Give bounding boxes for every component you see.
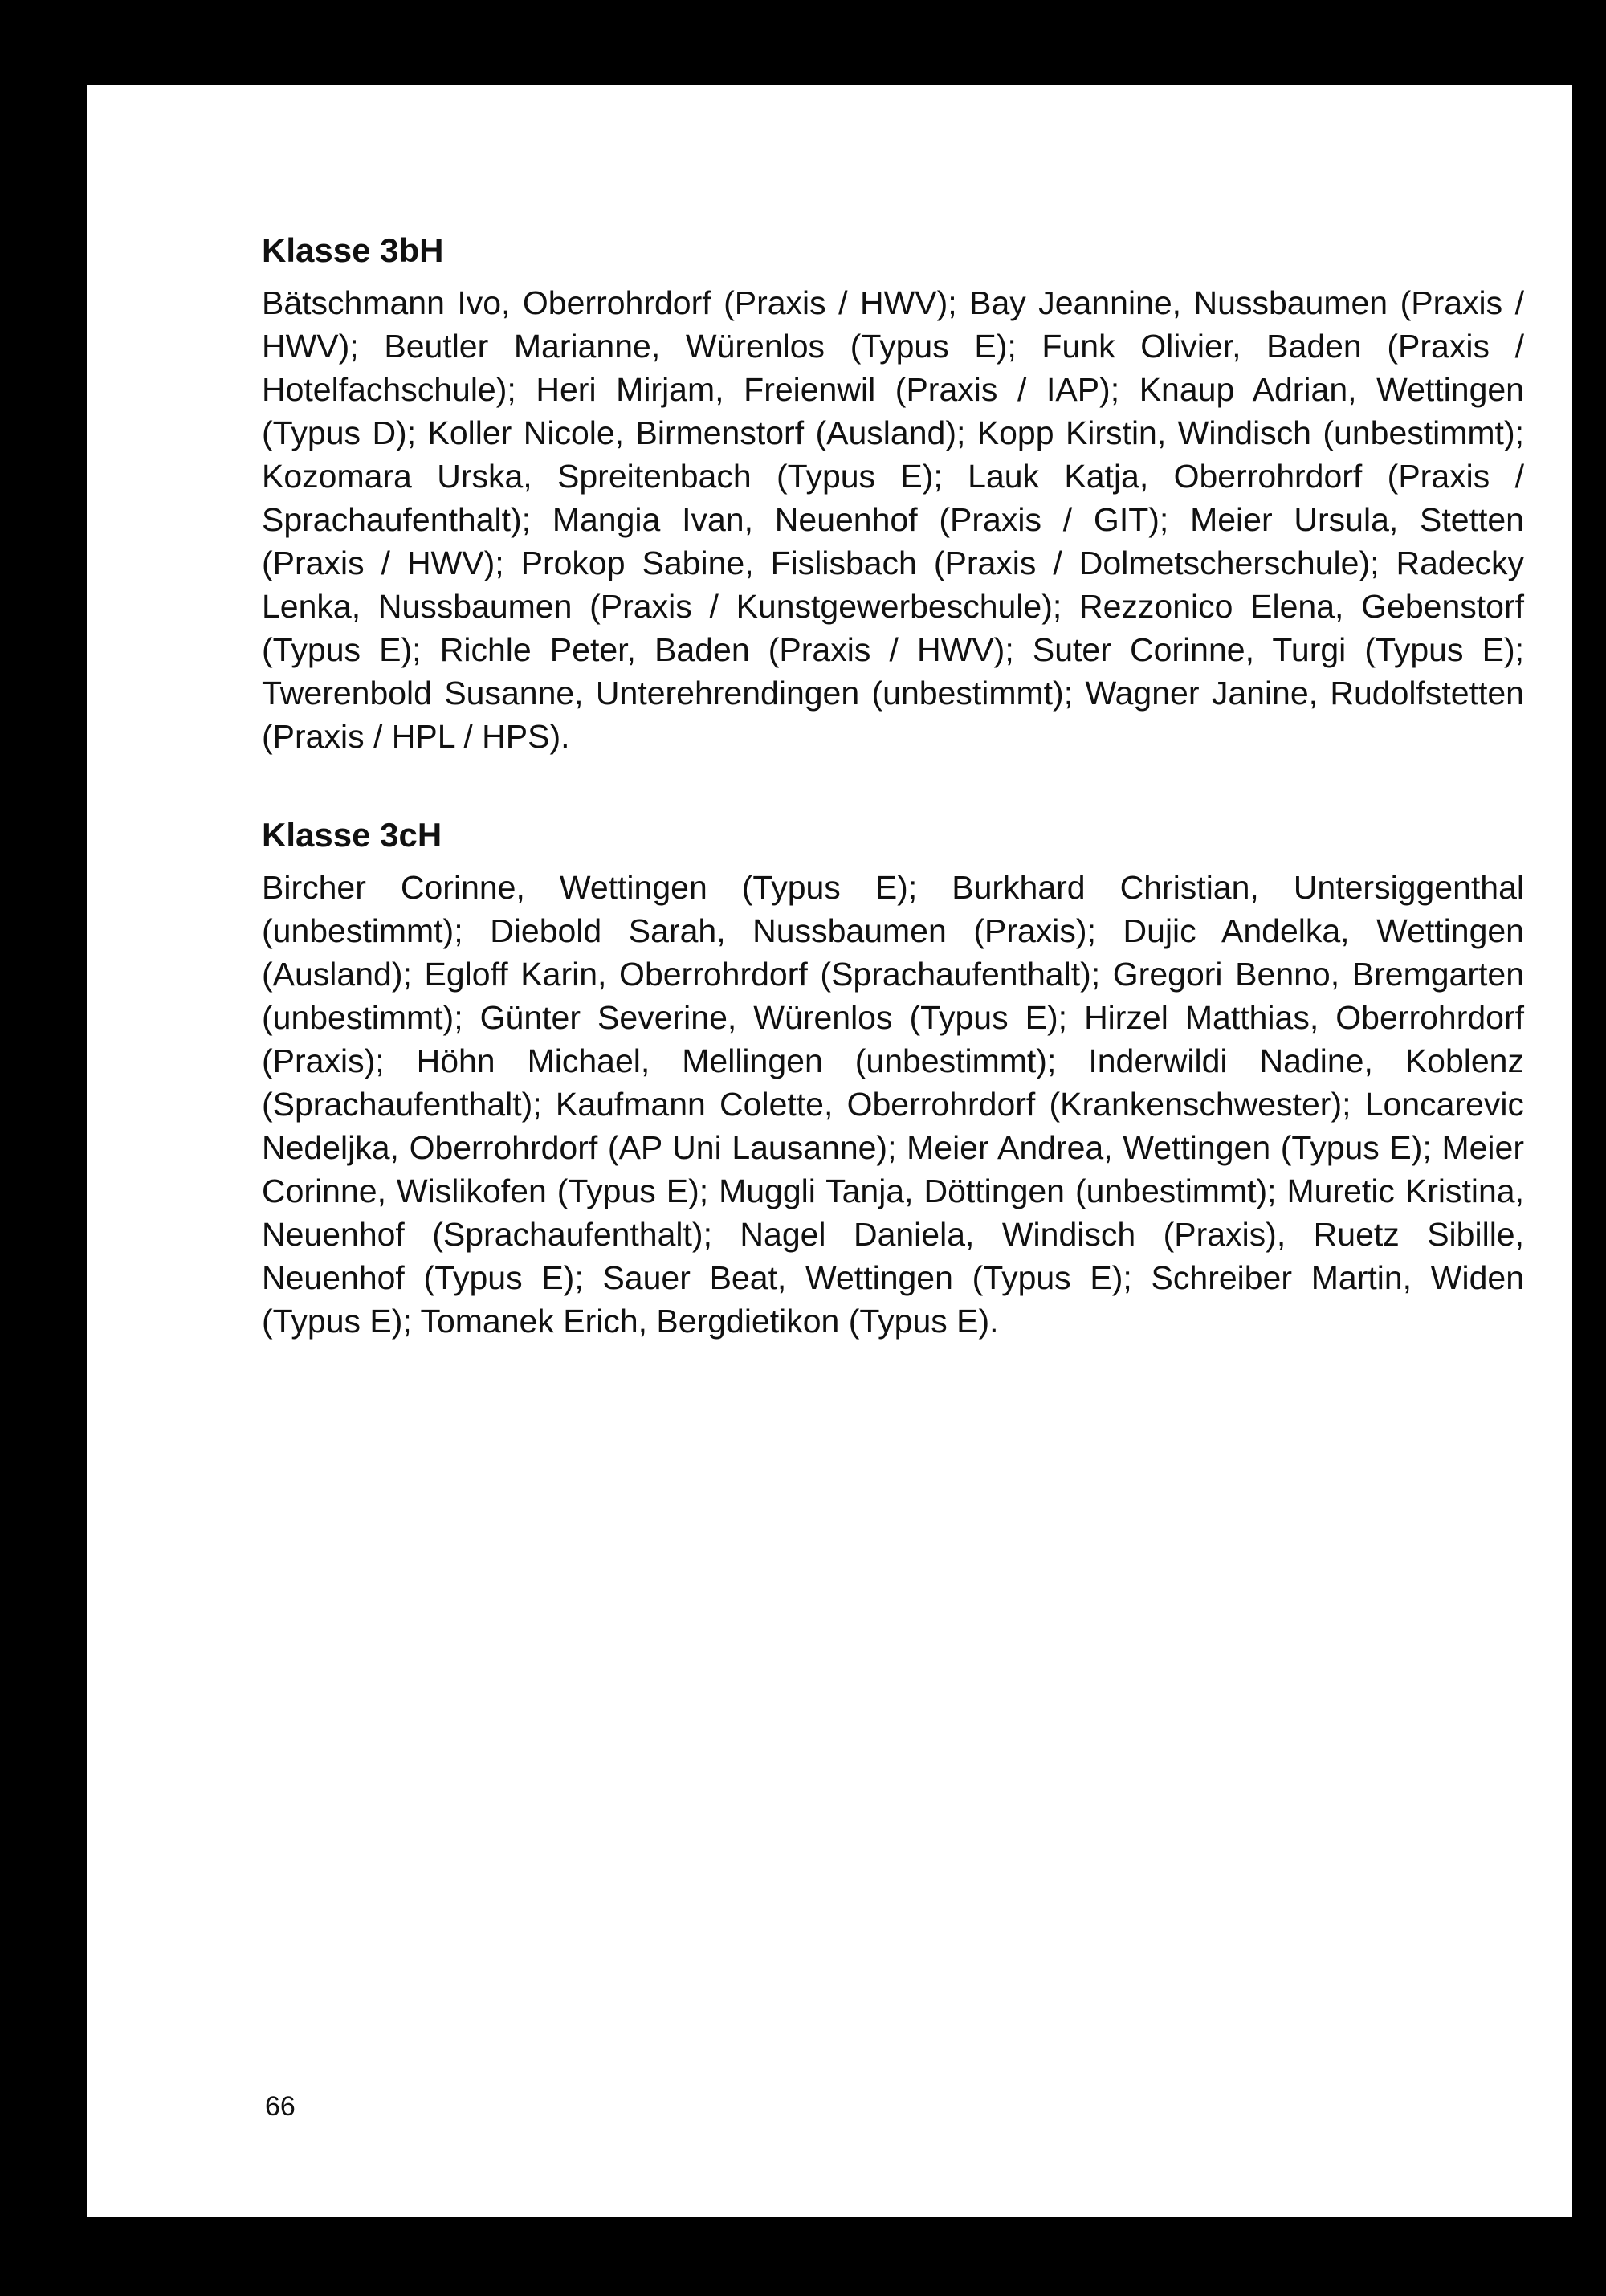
section-heading: Klasse 3bH bbox=[262, 231, 444, 269]
section-heading: Klasse 3cH bbox=[262, 816, 442, 854]
section-klasse-3ch bbox=[262, 811, 1524, 1343]
section-body-text: Bircher Corinne, Wettingen (Typus E); Burkhard Christian, Untersiggenthal (unbestimmt); Diebold Sarah, Nussbaumen (Praxis); Dujic Andelka, Wettingen (Ausland); Egloff Karin, Oberrohrdorf (Sprachaufenthalt); Gregori Benno, Bremgarten (unbestimmt); Günter Severine, Würenlos (Typus E); Hirzel Matthias, Oberrohrdorf (Praxis); Höhn Michael, Mellingen (unbestimmt); Inderwildi Nadine, Koblenz (Sprachaufenthalt); Kaufmann Colette, Oberrohrdorf (Krankenschwester); Loncarevic Nedeljka, Oberrohrdorf (AP Uni Lausanne); Meier Andrea, Wettingen (Typus E); Meier Corinne, Wislikofen (Typus E); Muggli Tanja, Döttingen (unbestimmt); Muretic Kristina, Neuenhof (Sprachaufenthalt); Nagel Daniela, Windisch (Praxis), Ruetz Sibille, Neuenhof (Typus E); Sauer Beat, Wettingen (Typus E); Schreiber Martin, Widen (Typus E); Tomanek Erich, Bergdietikon (Typus E). bbox=[262, 869, 1524, 1340]
document-page bbox=[87, 85, 1572, 2217]
section-klasse-3bh bbox=[262, 226, 1524, 758]
section-body-text: Bätschmann Ivo, Oberrohrdorf (Praxis / HWV); Bay Jeannine, Nussbaumen (Praxis / HWV); Beutler Marianne, Würenlos (Typus E); Funk Olivier, Baden (Praxis / Hotelfachschule); Heri Mirjam, Freienwil (Praxis / IAP); Knaup Adrian, Wettingen (Typus D); Koller Nicole, Birmenstorf (Ausland); Kopp Kirstin, Windisch (unbestimmt); Kozomara Urska, Spreitenbach (Typus E); Lauk Katja, Oberrohrdorf (Praxis / Sprachaufenthalt); Mangia Ivan, Neuenhof (Praxis / GIT); Meier Ursula, Stetten (Praxis / HWV); Prokop Sabine, Fislisbach (Praxis / Dolmetscherschule); Radecky Lenka, Nussbaumen (Praxis / Kunstgewerbeschule); Rezzonico Elena, Gebenstorf (Typus E); Richle Peter, Baden (Praxis / HWV); Suter Corinne, Turgi (Typus E); Twerenbold Susanne, Unterehrendingen (unbestimmt); Wagner Janine, Rudolfstetten (Praxis / HPL / HPS). bbox=[262, 284, 1524, 755]
page-number: 66 bbox=[265, 2091, 296, 2122]
page-content bbox=[262, 226, 1524, 1343]
